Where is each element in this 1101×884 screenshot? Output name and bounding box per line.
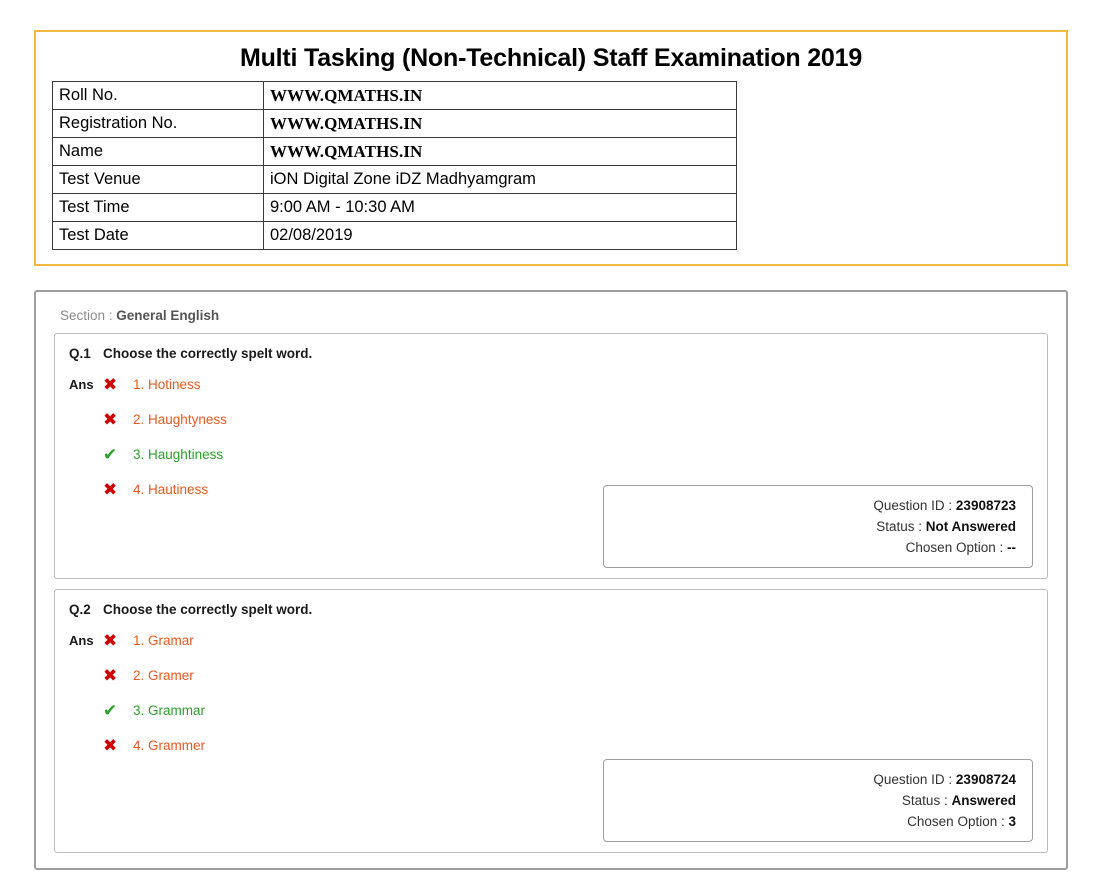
chosen-option-label: Chosen Option : [907, 814, 1005, 829]
row-label: Name [53, 138, 264, 166]
question-id-label: Question ID : [873, 498, 953, 513]
option-row [69, 437, 1033, 472]
option-row [69, 693, 1033, 728]
question-heading [69, 602, 1033, 617]
row-label: Test Venue [53, 166, 264, 194]
check-icon: ✔ [103, 445, 118, 464]
name-value: WWW.QMATHS.IN [270, 141, 423, 161]
option-label [133, 703, 205, 718]
question-id-value: 23908723 [955, 498, 1016, 513]
option-number: 2. [133, 668, 145, 683]
check-icon: ✔ [103, 701, 118, 720]
question-id-label: Question ID : [873, 772, 953, 787]
question-panel [34, 290, 1068, 870]
option-text: Hotiness [148, 377, 201, 392]
option-text: Haughtyness [148, 412, 227, 427]
option-list [69, 623, 1033, 763]
row-value [264, 110, 737, 138]
cross-icon: ✖ [103, 410, 118, 429]
question-block [54, 333, 1048, 579]
test-venue-value: iON Digital Zone iDZ Madhyamgram [264, 166, 737, 194]
question-id-line [614, 495, 1016, 516]
option-row [69, 658, 1033, 693]
section-prefix-label: Section : [60, 308, 113, 323]
option-number: 1. [133, 633, 145, 648]
chosen-option-line [614, 537, 1016, 558]
option-number: 4. [133, 482, 145, 497]
cross-icon: ✖ [103, 631, 118, 650]
chosen-option-value: 3 [1008, 814, 1016, 829]
option-text: Gramar [148, 633, 194, 648]
cross-icon: ✖ [103, 480, 118, 499]
ans-label: Ans [69, 633, 94, 648]
status-line [614, 790, 1016, 811]
status-line [614, 516, 1016, 537]
ans-label: Ans [69, 377, 94, 392]
option-number: 3. [133, 447, 145, 462]
status-label: Status : [876, 519, 922, 534]
candidate-header-card [34, 30, 1068, 266]
option-row [69, 728, 1033, 763]
question-id-line [614, 769, 1016, 790]
option-text: Hautiness [148, 482, 209, 497]
question-heading [69, 346, 1033, 361]
question-text: Choose the correctly spelt word. [103, 602, 313, 617]
question-id-value: 23908724 [955, 772, 1016, 787]
table-row [53, 194, 737, 222]
option-label [133, 482, 208, 497]
option-text: Gramer [148, 668, 194, 683]
question-number: Q.2 [69, 602, 91, 617]
option-text: Haughtiness [148, 447, 224, 462]
row-label: Test Date [53, 222, 264, 250]
option-row [69, 402, 1033, 437]
status-badge: Not Answered [925, 519, 1016, 534]
row-label: Roll No. [53, 82, 264, 110]
table-row [53, 110, 737, 138]
cross-icon: ✖ [103, 375, 118, 394]
row-label: Test Time [53, 194, 264, 222]
question-meta-box [603, 759, 1033, 842]
option-text: Grammer [148, 738, 206, 753]
table-row [53, 138, 737, 166]
option-label [133, 447, 223, 462]
option-label [133, 633, 194, 648]
cross-icon: ✖ [103, 736, 118, 755]
test-time-value: 9:00 AM - 10:30 AM [264, 194, 737, 222]
option-number: 1. [133, 377, 145, 392]
question-block [54, 589, 1048, 853]
page-title: Multi Tasking (Non-Technical) Staff Examination 2019 [239, 44, 863, 72]
option-number: 3. [133, 703, 145, 718]
roll-no-value: WWW.QMATHS.IN [270, 85, 423, 105]
status-badge: Answered [951, 793, 1016, 808]
test-date-value: 02/08/2019 [264, 222, 737, 250]
chosen-option-value: -- [1007, 540, 1016, 555]
row-value [264, 138, 737, 166]
table-row [53, 222, 737, 250]
row-label: Registration No. [53, 110, 264, 138]
question-meta-box [603, 485, 1033, 568]
question-text: Choose the correctly spelt word. [103, 346, 313, 361]
chosen-option-line [614, 811, 1016, 832]
option-number: 2. [133, 412, 145, 427]
option-label [133, 377, 201, 392]
section-heading [60, 308, 1048, 323]
option-text: Grammar [148, 703, 206, 718]
option-number: 4. [133, 738, 145, 753]
question-number: Q.1 [69, 346, 91, 361]
option-row [69, 623, 1033, 658]
status-label: Status : [901, 793, 948, 808]
section-name-label: General English [116, 308, 220, 323]
candidate-info-table [52, 81, 737, 250]
option-label [133, 412, 227, 427]
option-label [133, 668, 194, 683]
option-label [133, 738, 205, 753]
table-row [53, 166, 737, 194]
table-row [53, 82, 737, 110]
cross-icon: ✖ [103, 666, 118, 685]
registration-no-value: WWW.QMATHS.IN [270, 113, 423, 133]
option-row [69, 367, 1033, 402]
chosen-option-label: Chosen Option : [905, 540, 1004, 555]
row-value [264, 82, 737, 110]
